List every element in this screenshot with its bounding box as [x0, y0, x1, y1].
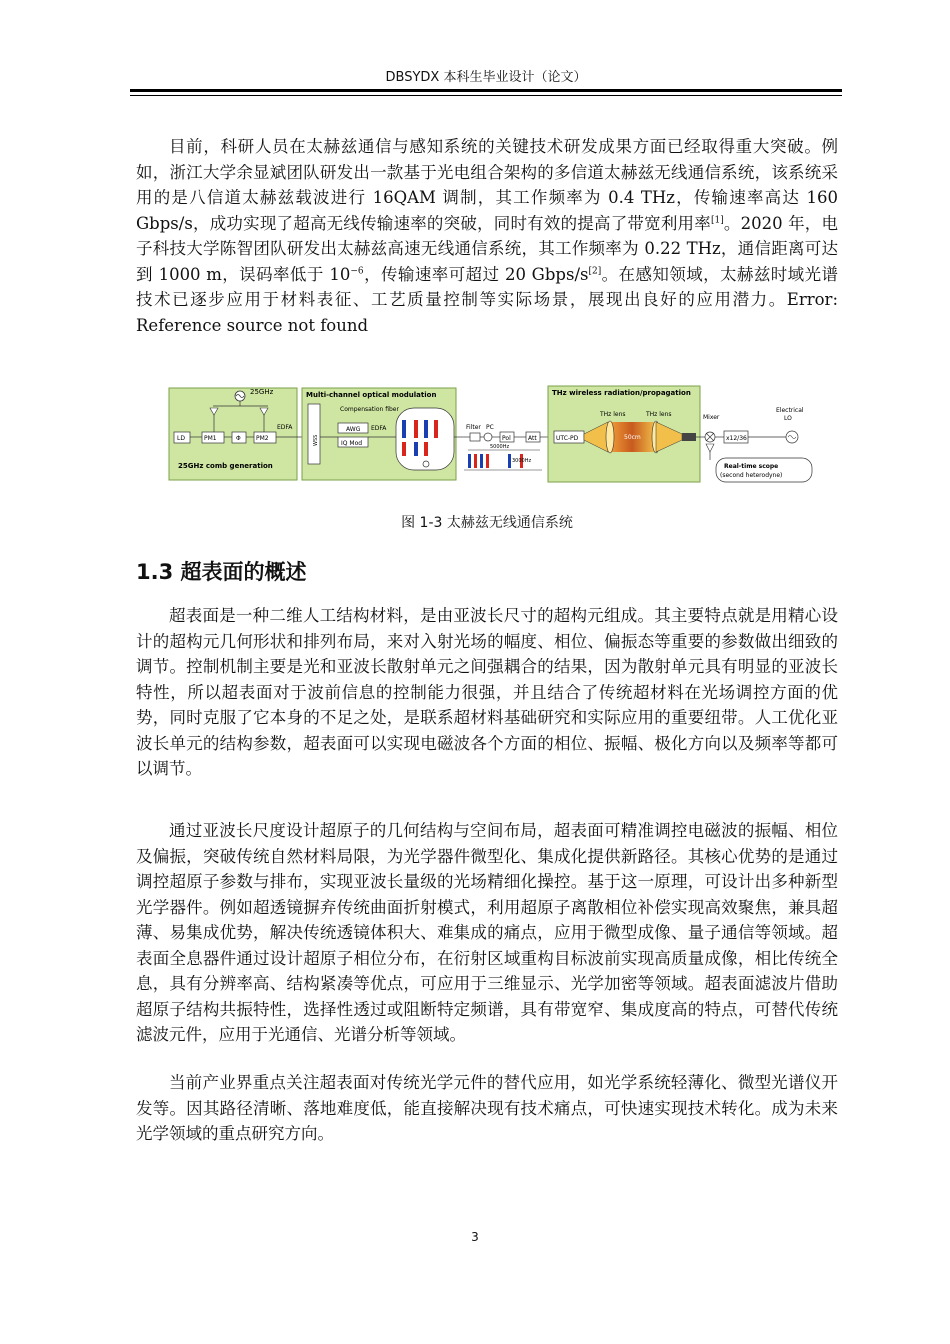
comb-block-title: 25GHz comb generation — [178, 462, 273, 470]
edfa-label: EDFA — [277, 424, 293, 431]
mixer-label: Mixer — [703, 414, 720, 421]
paragraph-thz-progress — [136, 134, 838, 338]
scope-label-2: (second heterodyne) — [720, 472, 783, 479]
thz-lens-label-2: THz lens — [646, 411, 672, 418]
pm2-label: PM2 — [256, 435, 269, 442]
ld-label: LD — [177, 435, 185, 442]
phase-shifter-label: Φ — [236, 435, 241, 442]
rf-freq-label: 25GHz — [250, 388, 274, 396]
section-heading: 1.3 超表面的概述 — [136, 560, 307, 584]
att-label: Att — [528, 435, 537, 442]
electrical-lo-label-1: Electrical — [776, 407, 804, 414]
paragraph-text: 。在感知领域，太赫兹时域光谱技术已逐步应用于材料表征、工艺质量控制等实际场景，展现出良好的应用潜力。Error: Reference source not found — [136, 264, 838, 335]
paragraph-industry-focus: 当前产业界重点关注超表面对传统光学元件的替代应用，如光学系统轻薄化、微型光谱仪开发等。因其路径清晰、落地难度低，能直接解决现有技术痛点，可快速实现技术转化。成为未来光学领域的重点研究方向。 — [136, 1073, 838, 1143]
filter-label: Filter — [466, 424, 481, 431]
paragraph-text: 目前，科研人员在太赫兹通信与感知系统的关键技术研发成果方面已经取得重大突破。例如，浙江大学余显斌团队研发出一款基于光电组合架构的多信道太赫兹无线通信系统，该系统采用的是八信道太赫兹载波进行 16QAM 调制，其工作频率为 0.4 THz，传输速率高达 160 Gbps/s，成功实现了超高无线传输速率的突破，同时有效的提高了带宽利用率 — [136, 137, 838, 233]
pc-label: PC — [486, 424, 494, 431]
paragraph-metasurface-devices: 通过亚波长尺度设计超原子的几何结构与空间布局，超表面可精准调控电磁波的振幅、相位及偏振，突破传统自然材料局限，为光学器件微型化、集成化提供新路径。其核心优势的是通过调控超原子参数与排布，实现亚波长量级的光场精细化操控。基于这一原理，可设计出多种新型光学器件。例如超透镜摒弃传统曲面折射模式，利用超原子离散相位补偿实现高效聚焦，兼具超薄、易集成优势，解决传统透镜体积大、难集成的痛点，应用于微型成像、量子通信等领域。超表面全息器件通过设计超原子相位分布，在衍射区域重构目标波前实现高质量成像，相比传统全息，具有分辨率高、结构紧凑等优点，可应用于三维显示、光学加密等领域。超表面滤波片借助超原子结构共振特性，选择性透过或阻断特定频谱，具有带宽窄、集成度高的特点，可替代传统滤波元件，应用于光通信、光谱分析等领域。 — [136, 821, 838, 1044]
citation-1[interactable]: [1] — [710, 215, 724, 225]
thz-system-diagram — [168, 382, 814, 500]
compensation-fiber-label: Compensation fiber — [340, 406, 399, 413]
header-rule-thin — [130, 95, 842, 96]
scope-label-1: Real-time scope — [724, 463, 779, 470]
paragraph-metasurface-intro: 超表面是一种二维人工结构材料，是由亚波长尺寸的超构元组成。其主要特点就是用精心设计的超构元几何形状和排列布局，来对入射光场的幅度、相位、偏振态等重要的参数做出细致的调节。控制机制主要是光和亚波长散射单元之间强耦合的结果，因为散射单元具有明显的亚波长特性，所以超表面对于波前信息的控制能力很强，并且结合了传统超材料在光场调控方面的优势，同时克服了它本身的不足之处，是联系超材料基础研究和实际应用的重要纽带。人工优化亚波长单元的结构参数，超表面可以实现电磁波各个方面的相位、振幅、极化方向以及频率等都可以调节。 — [136, 606, 838, 778]
pm1-label: PM1 — [204, 435, 217, 442]
utc-pd-label: UTC-PD — [556, 435, 579, 442]
electrical-lo-label-2: LO — [784, 415, 792, 422]
iq-mod-label: IQ Mod — [341, 440, 363, 447]
paragraph-text: ，传输速率可超过 20 Gbps/s — [363, 264, 589, 284]
citation-2[interactable]: [2] — [588, 266, 602, 276]
edfa2-label: EDFA — [371, 425, 387, 432]
figure-caption: 图 1-3 太赫兹无线通信系统 — [401, 515, 573, 531]
page-number: 3 — [471, 1230, 479, 1244]
thz-lens-label-1: THz lens — [600, 411, 626, 418]
span-label-1: 5000Hz — [490, 444, 510, 450]
distance-label: 50cm — [624, 434, 641, 441]
wss-label: WSS — [313, 434, 319, 446]
paragraph-text: 。2020 年，电子科技大学陈智团队研发出太赫兹高速无线通信系统，其工作频率为 0.22 THz，通信距离可达到 1000 m，误码率低于 10 — [136, 213, 838, 284]
span-label-2: 3000Hz — [512, 458, 532, 464]
header-rule — [130, 89, 842, 92]
modulation-block-title: Multi-channel optical modulation — [306, 391, 437, 399]
exponent: −6 — [350, 266, 364, 276]
thz-block-title: THz wireless radiation/propagation — [552, 389, 691, 397]
running-header: DBSYDX 本科生毕业设计（论文） — [385, 70, 587, 85]
pol-label: Pol — [502, 435, 511, 442]
multiplier-label: x12/36 — [726, 435, 747, 442]
awg-label: AWG — [346, 426, 361, 433]
